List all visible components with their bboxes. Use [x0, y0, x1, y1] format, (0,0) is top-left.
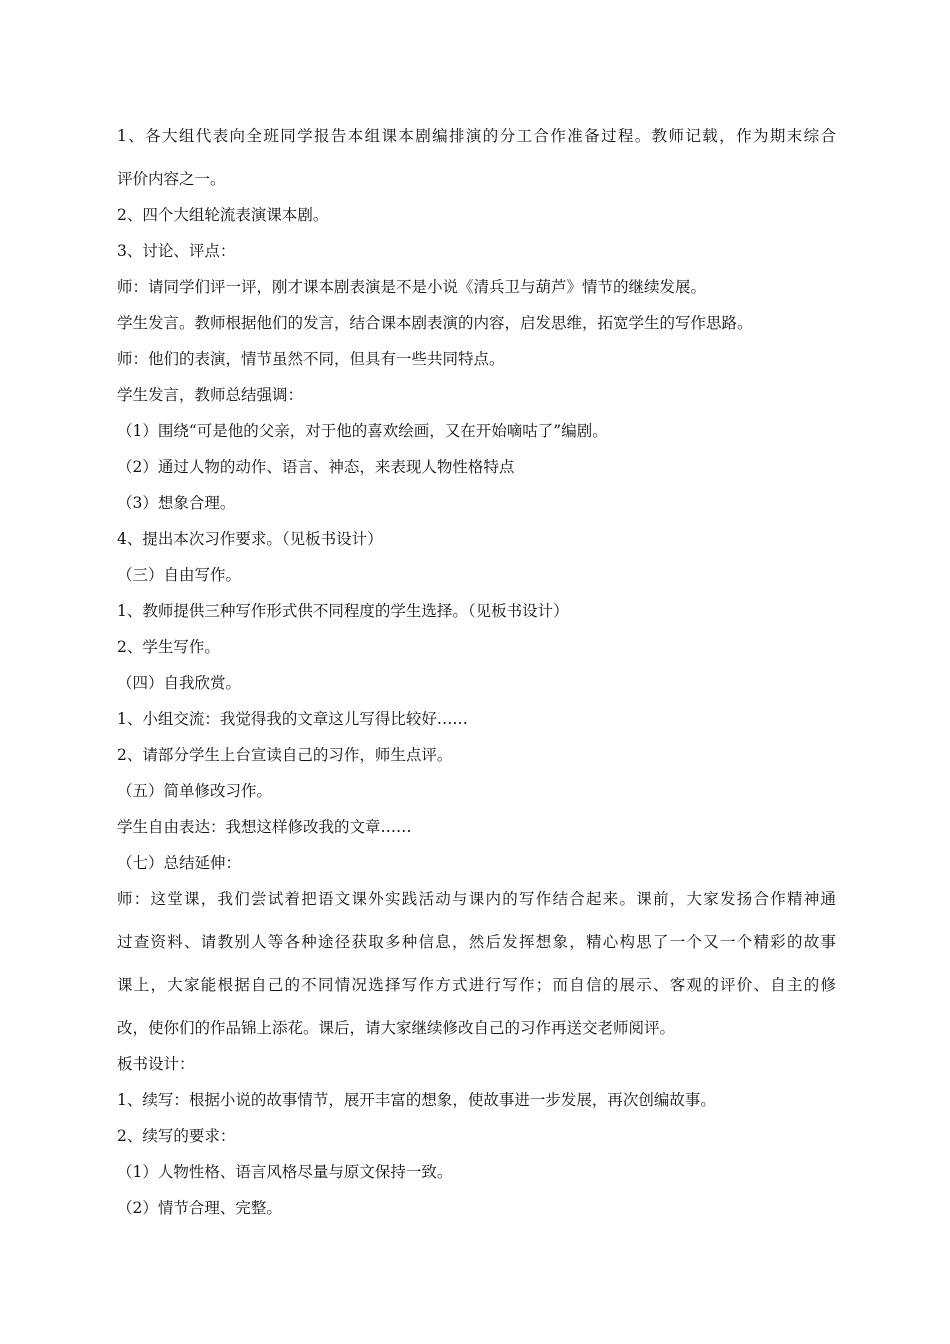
paragraph-line: （1）人物性格、语言风格尽量与原文保持一致。 [117, 1163, 453, 1181]
paragraph-line: （1）围绕“可是他的父亲，对于他的喜欢绘画，又在开始嘀咕了”编剧。 [117, 422, 608, 440]
paragraph-line: 学生发言，教师总结强调： [117, 386, 304, 404]
paragraph-line: 1、小组交流：我觉得我的文章这儿写得比较好…… [117, 710, 468, 728]
section-heading: （七）总结延伸： [117, 854, 242, 872]
paragraph-line: （2）情节合理、完整。 [117, 1199, 282, 1217]
paragraph-line: 1、续写：根据小说的故事情节，展开丰富的想象，使故事进一步发展，再次创编故事。 [117, 1091, 716, 1109]
paragraph-line: 2、续写的要求： [117, 1127, 236, 1145]
paragraph-line: 课上，大家能根据自己的不同情况选择写作方式进行写作；而自信的展示、客观的评价、自主的修 [117, 976, 836, 994]
section-heading: 板书设计： [117, 1055, 195, 1073]
section-heading: （三）自由写作。 [117, 566, 242, 584]
paragraph-line: 4、提出本次习作要求。（见板书设计） [117, 530, 383, 548]
paragraph-line: 师：这堂课，我们尝试着把语文课外实践活动与课内的写作结合起来。课前，大家发扬合作精神通 [117, 890, 836, 908]
paragraph-line: 1、教师提供三种写作形式供不同程度的学生选择。（见板书设计） [117, 602, 569, 620]
paragraph-line: 2、学生写作。 [117, 638, 220, 656]
paragraph-line: 2、请部分学生上台宣读自己的习作，师生点评。 [117, 746, 453, 764]
paragraph-line: 1、各大组代表向全班同学报告本组课本剧编排演的分工合作准备过程。教师记载，作为期末综合 [117, 127, 836, 145]
paragraph-line: 3、讨论、评点： [117, 242, 236, 260]
paragraph-line: 学生自由表达：我想这样修改我的文章…… [117, 818, 412, 836]
paragraph-line: 过查资料、请教别人等各种途径获取多种信息，然后发挥想象，精心构思了一个又一个精彩的故事 [117, 933, 836, 951]
paragraph-line: （2）通过人物的动作、语言、神态，来表现人物性格特点 [117, 458, 515, 476]
paragraph-line: 改，使你们的作品锦上添花。课后，请大家继续修改自己的习作再送交老师阅评。 [117, 1019, 676, 1037]
paragraph-line: （3）想象合理。 [117, 494, 236, 512]
paragraph-line: 2、四个大组轮流表演课本剧。 [117, 206, 329, 224]
paragraph-line: 师：他们的表演，情节虽然不同，但具有一些共同特点。 [117, 350, 505, 368]
paragraph-line: 学生发言。教师根据他们的发言，结合课本剧表演的内容，启发思维，拓宽学生的写作思路。 [117, 314, 753, 332]
section-heading: （四）自我欣赏。 [117, 674, 242, 692]
paragraph-line: 评价内容之一。 [117, 170, 226, 188]
paragraph-line: 师：请同学们评一评，刚才课本剧表演是不是小说《清兵卫与葫芦》情节的继续发展。 [117, 278, 707, 296]
section-heading: （五）简单修改习作。 [117, 782, 273, 800]
